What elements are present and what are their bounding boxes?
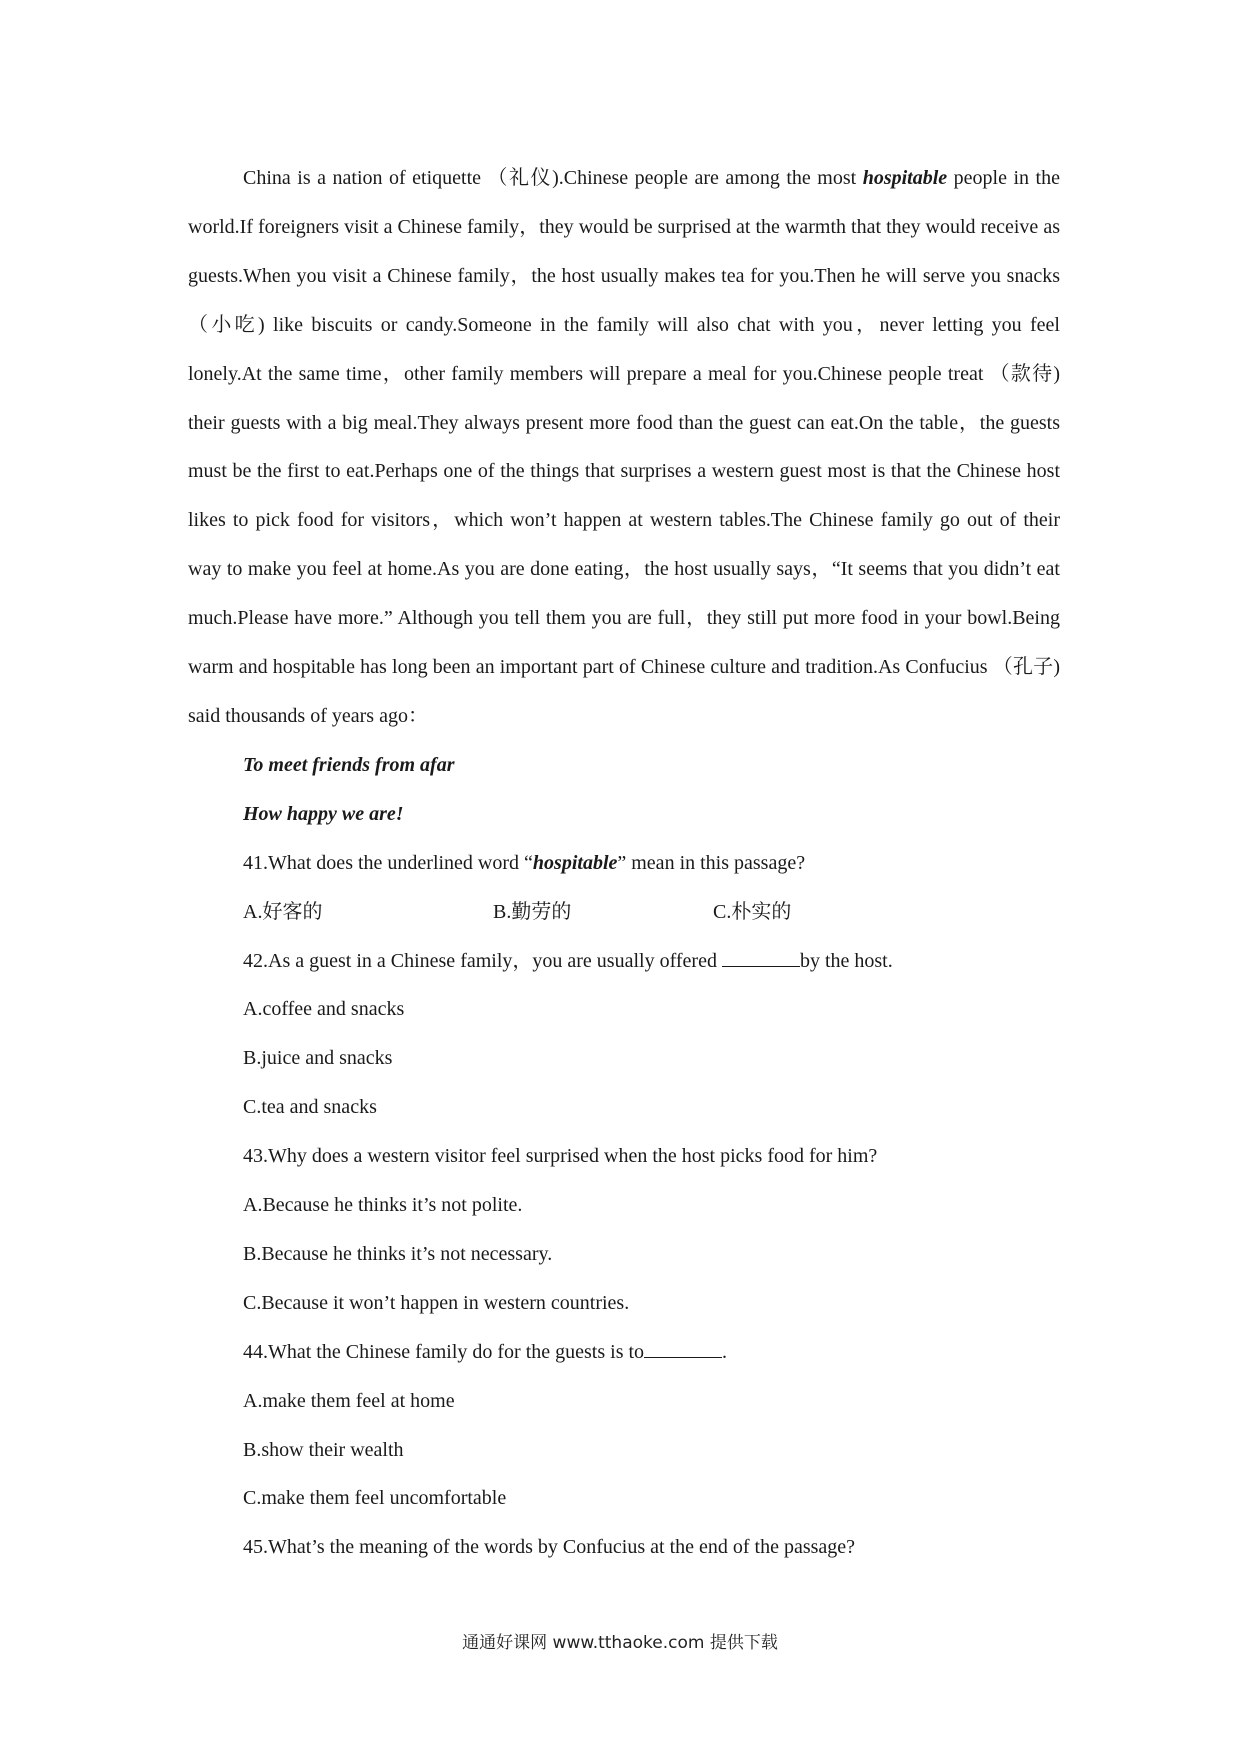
- questions-section: [188, 839, 1060, 1573]
- q44-option-b: B.show their wealth: [243, 1438, 404, 1461]
- q44-option-c: C.make them feel uncomfortable: [243, 1487, 507, 1510]
- passage-text-continued: people in the world.If foreigners visit a Chinese family，they would be surprised at the warmth that they would receive as guests.When you visit a Chinese family，the host usually makes tea for you.Then he will serve you snacks （小吃) like biscuits or candy.Someone in the family will also chat with you，never letting you feel lonely.At the same time，other family members will prepare a meal for you.Chinese people treat （款待) their guests with a big meal.They always present more food than the guest can eat.On the table，the guests must be the first to eat.Perhaps one of the things that surprises a western guest most is that the Chinese host likes to pick food for visitors，which won’t happen at western tables.The Chinese family go out of their way to make you feel at home.As you are done eating，the host usually says，“It seems that you didn’t eat much.Please have more.” Although you tell them you are full，they still put more food in your bowl.Being warm and hospitable has long been an important part of Chinese culture and tradition.As Confucius （孔子) said thousands of years ago：: [188, 167, 1060, 727]
- question-43: 43.Why does a western visitor feel surprised when the host picks food for him?: [243, 1145, 878, 1168]
- question-45: 45.What’s the meaning of the words by Confucius at the end of the passage?: [243, 1536, 856, 1559]
- q41-option-a: A.好客的: [243, 900, 323, 923]
- q43-option-c: C.Because it won’t happen in western countries.: [243, 1291, 630, 1314]
- q42-option-a: A.coffee and snacks: [243, 998, 405, 1021]
- reading-passage: [188, 154, 1060, 1572]
- q41-keyword: hospitable: [532, 851, 618, 874]
- passage-text: China is a nation of etiquette （礼仪).Chinese people are among the most: [243, 167, 863, 189]
- q41-option-b: B.勤劳的: [493, 900, 572, 923]
- q44-text: 44.What the Chinese family do for the guests is to: [243, 1340, 645, 1363]
- confucius-quote: [188, 741, 1060, 839]
- passage-paragraph: [188, 154, 1060, 741]
- q42-text: 42.As a guest in a Chinese family，you are usually offered: [243, 949, 722, 972]
- q41-text-end: ” mean in this passage?: [617, 851, 806, 874]
- quote-line-1: To meet friends from afar: [243, 753, 455, 776]
- q44-text-end: .: [722, 1340, 728, 1363]
- question-41: [243, 839, 1060, 888]
- q42-option-c: C.tea and snacks: [243, 1096, 377, 1119]
- q42-option-b: B.juice and snacks: [243, 1047, 393, 1070]
- page-footer: 通通好课网 www.tthaoke.com 提供下载: [462, 1633, 778, 1653]
- q44-option-a: A.make them feel at home: [243, 1389, 455, 1412]
- q41-option-c: C.朴实的: [713, 900, 792, 923]
- q43-option-b: B.Because he thinks it’s not necessary.: [243, 1242, 553, 1265]
- quote-line-2: How happy we are!: [243, 802, 404, 825]
- question-42: [243, 937, 1060, 986]
- q41-options: [243, 888, 1060, 937]
- passage-keyword: hospitable: [862, 167, 948, 189]
- question-44: [243, 1328, 1060, 1377]
- q42-text-end: by the host.: [799, 949, 893, 972]
- answer-blank: [644, 1339, 722, 1358]
- q41-text: 41.What does the underlined word “: [243, 851, 533, 874]
- answer-blank: [722, 948, 800, 967]
- q43-option-a: A.Because he thinks it’s not polite.: [243, 1194, 523, 1217]
